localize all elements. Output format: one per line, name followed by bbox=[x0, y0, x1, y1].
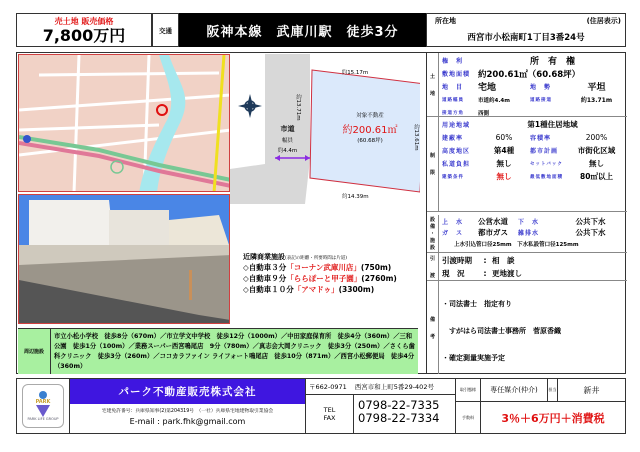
edge-top: 約15.17m bbox=[341, 70, 369, 76]
edge-left: 約13.71m bbox=[295, 94, 301, 121]
facilities-label: 周辺施設 bbox=[18, 329, 51, 374]
land-section: 土 地 権 利 所 有 権 敷地面積 約200.61㎡（60.68坪） 地 目 宅地 地 勢 平坦 道路幅員 市道約4.4m 道路接道 約13.71m 接道方角 西側 bbox=[427, 53, 627, 117]
shops-title: 近隣商業施設 bbox=[243, 253, 285, 261]
fee: 3％＋6万円＋消費税 bbox=[501, 411, 605, 425]
nearby-shops bbox=[243, 252, 423, 295]
shop-item: ◇自動車３分「コーナン武庫川店」(750m) bbox=[243, 263, 392, 272]
location-box bbox=[426, 13, 626, 47]
nearby-facilities bbox=[18, 328, 418, 374]
road-width: 約4.4m bbox=[277, 148, 298, 154]
edge-bottom: 約14.39m bbox=[342, 194, 369, 200]
area-map bbox=[18, 54, 230, 192]
compass-icon bbox=[238, 94, 262, 118]
remarks-section: 備 考 ・司法書士 指定有り すがはら司法書士事務所 菅原香織 ・確定測量実施予定 bbox=[427, 281, 627, 374]
handover-section: 引 渡 引渡時期 : 相 談 現 況 : 更地渡し bbox=[427, 253, 627, 281]
price-label: 売土地 販売価格 bbox=[54, 17, 114, 26]
address: 西宮市小松南町1丁目3番24号 bbox=[467, 33, 585, 43]
lot-plan bbox=[230, 54, 420, 204]
fax: 0798-22-7334 bbox=[358, 411, 440, 425]
utilities-section: 設 備 ・ 施 設 上 水 公営水道 下 水 公共下水 ガ ス 都市ガス 雑排水 公共下水 上水引込管口径25mm 下水私設管口径125mm bbox=[427, 215, 627, 253]
road-width-label: 幅員 bbox=[281, 138, 293, 144]
transport-value: 阪神本線 武庫川駅 徒歩3分 bbox=[179, 13, 426, 47]
facilities-text: 市立小松小学校 徒歩8分（670m）／市立学文中学校 徒歩12分（1000m）／中田家庭保育所 徒歩4分（360m）／三和公園 徒歩1分（100m）／業務スーパー西宮鳴尾店 9分（780m）／真志会大岡クリニック 徒歩3分（250m）／さくら歯科クリニック 徒歩3分（260m）／ココカラファイン ライフォート鳴尾店 徒歩10分（871m）／西宮小松郵便局 徒歩4分（360m） bbox=[51, 329, 418, 374]
email[interactable]: E-mail : park.fhk@gmail.com bbox=[129, 417, 246, 426]
shop-item: ◇自動車１０分「アマドゥ」(3300m) bbox=[243, 285, 375, 294]
company-logo: PARK PARK LIFE GROUP bbox=[17, 379, 70, 433]
company-address: 西宮市和上町5番29-402号 bbox=[354, 383, 434, 391]
price-box bbox=[16, 13, 152, 47]
location-label: 所在地 bbox=[435, 17, 456, 25]
price-value: 7,800万円 bbox=[42, 26, 126, 45]
location-note: (住居表示) bbox=[586, 17, 621, 25]
shops-note: (表記の距離・所要時間は片道) bbox=[285, 256, 348, 261]
license: 宅建免許番号：兵庫県知事(2)第204319号 （一社）兵庫県宅地建物取引業協会 bbox=[101, 409, 274, 414]
property-details bbox=[426, 53, 626, 374]
deal-type: 専任媒介(仲介) bbox=[481, 379, 548, 401]
lot-area: 約200.61㎡ bbox=[342, 125, 398, 136]
lot-tsubo: (60.68坪) bbox=[357, 138, 383, 144]
lot-label: 対象不動産 bbox=[356, 113, 384, 119]
tel[interactable]: 0798-22-7335 bbox=[358, 398, 440, 412]
zip: 〒662-0971 bbox=[309, 383, 347, 391]
site-photo bbox=[18, 194, 230, 324]
company-name: パーク不動産販売株式会社 bbox=[70, 379, 305, 404]
road-label: 市道 bbox=[280, 125, 295, 133]
transport-label: 交通 bbox=[152, 13, 179, 47]
shop-item: ◇自動車９分「ららぽーと甲子園」(2760m) bbox=[243, 274, 397, 283]
restrictions-section: 制 限 用途地域 第1種住居地域 建蔽率 60% 容積率 200% 高度地区 第4種 都市計画 市街化区域 私道負担 無し セットバック 無し 建築条件 無し 最低敷地面積 80㎡以上 bbox=[427, 117, 627, 212]
staff: 新井 bbox=[583, 385, 600, 395]
footer: PARK PARK LIFE GROUP パーク不動産販売株式会社 宅建免許番号：兵庫県知事(2)第204319号 （一社）兵庫県宅地建物取引業協会 E-mail : park.fhk@gmail.com 〒662-0971 西宮市和上町5番29-402号 TEL FAX 0798-22-7335 0798-22-7334 取引態様 専任媒介(仲介) 担当 新井 手数料 3％＋6万円＋消費税 bbox=[16, 378, 626, 434]
edge-right: 約13.61m bbox=[413, 124, 419, 151]
